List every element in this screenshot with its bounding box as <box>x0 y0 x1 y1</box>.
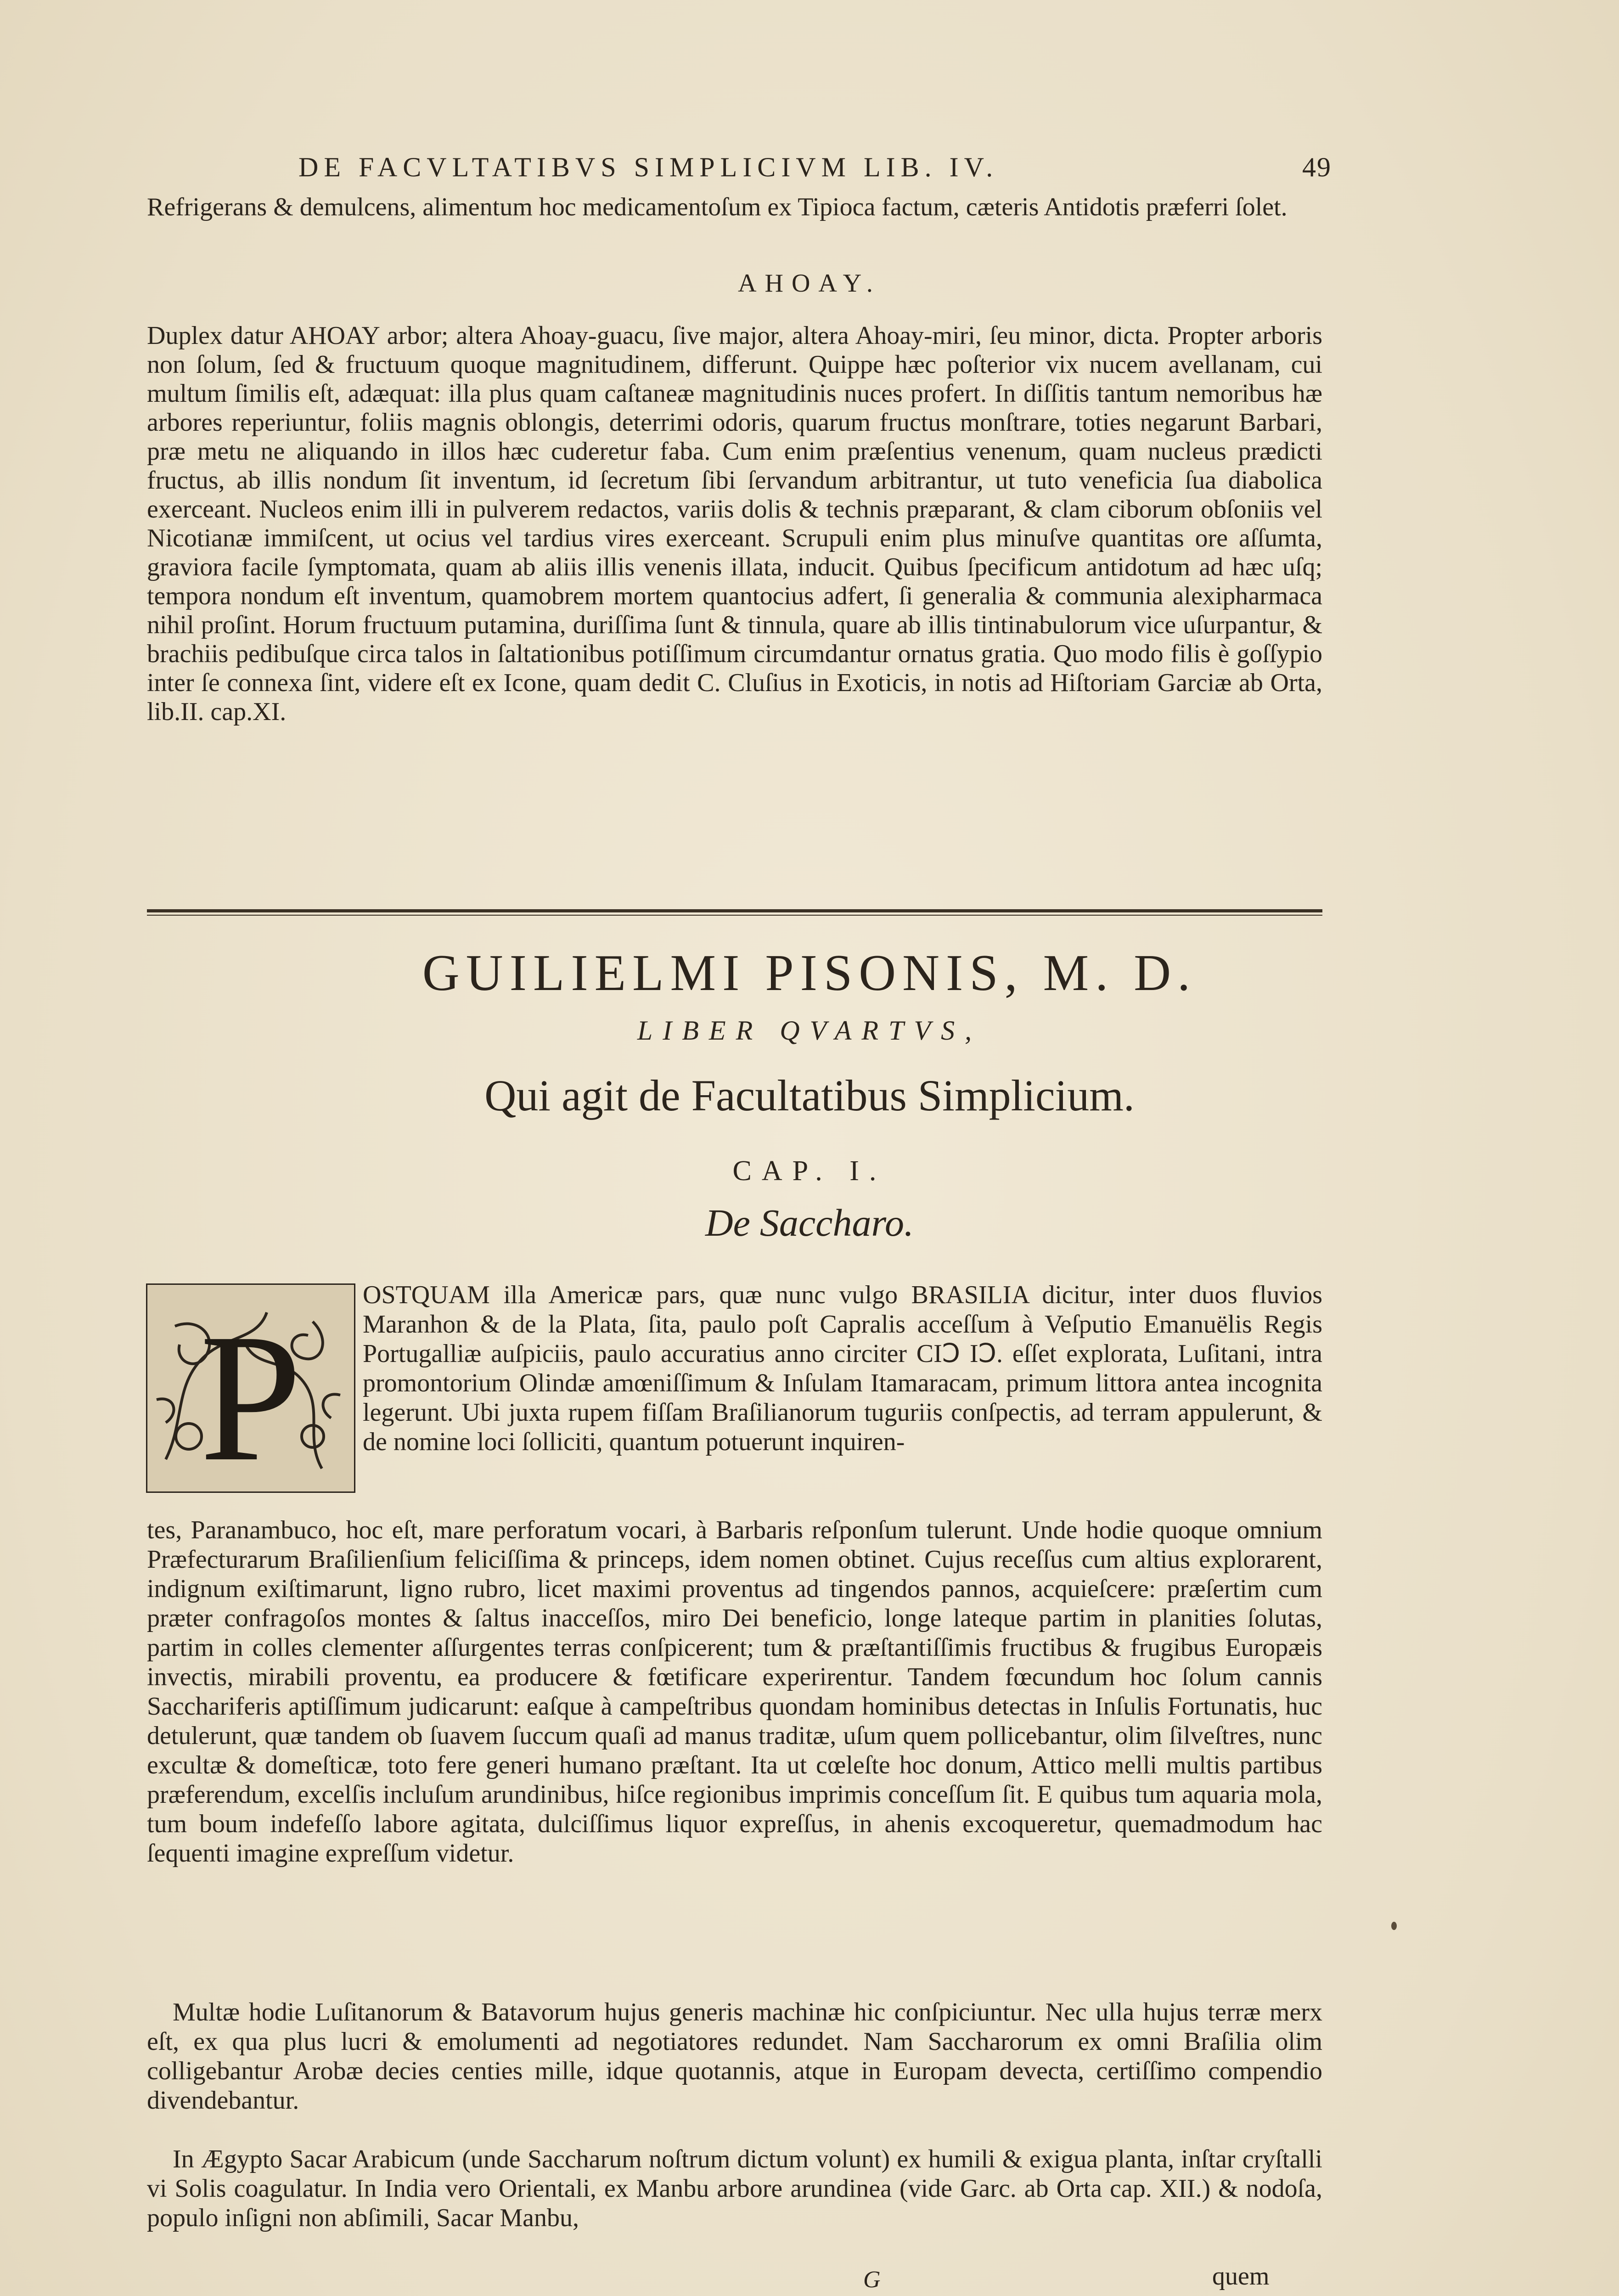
catchword: quem <box>1212 2262 1270 2290</box>
chapter-number: CAP. I. <box>732 1155 887 1187</box>
book-subject-title: Qui agit de Facultatibus Simplicium. <box>484 1071 1135 1120</box>
chapter-paragraph-2: Multæ hodie Luſitanorum & Batavorum hujus generis machinæ hic conſpiciuntur. Nec ulla hujus terræ merx eſt, ex qua plus lucri & emolumenti ad negotiatores redundet. Nam Saccharorum ex omni Braſilia olim colligebantur Arobæ decies centies mille, idque quotannis, atque in Europam devecta, certiſſimo compendio divendebantur. <box>147 1998 1322 2115</box>
top-paragraph: Refrigerans & demulcens, alimentum hoc medicamentoſum ex Tipioca factum, cæteris Antidotis præferri ſolet. <box>147 193 1287 221</box>
chapter-title: De Saccharo. <box>705 1202 914 1244</box>
running-header <box>298 152 1332 188</box>
paper-blemish <box>1391 1922 1397 1930</box>
signature-mark: G <box>863 2267 881 2293</box>
chapter-opening-paragraph: OSTQUAM illa Americæ pars, quæ nunc vulgo BRASILIA dicitur, inter duos fluvios Maranhon & de la Plata, ſita, paulo poſt Capralis acceſſum à Veſputio Emanuëlis Regis Portugalliæ auſpiciis, paulo accuratius anno circiter CIↃ IↃ. eſſet explorata, Luſitani, intra promontorium Olindæ amœniſſimum & Inſulam Itamaracam, primum littora antea incognita legerunt. Ubi juxta rupem fiſſam Braſilianorum tuguriis conſpectis, ad terram appulerunt, & de nomine loci ſolliciti, quantum potuerunt inquiren- <box>363 1281 1322 1456</box>
chapter-paragraph-3: In Ægypto Sacar Arabicum (unde Saccharum noſtrum dictum volunt) ex humili & exigua planta, inſtar cryſtalli vi Solis coagulatur. In India vero Orientali, ex Manbu arbore arundinea (vide Garc. ab Orta cap. XII.) & nodoſa, populo inſigni non abſimili, Sacar Manbu, <box>147 2145 1322 2232</box>
ahoay-heading: AHOAY. <box>738 269 881 298</box>
ornamental-initial-icon <box>147 1285 354 1491</box>
running-title: DE FACVLTATIBVS SIMPLICIVM LIB. IV. <box>298 152 999 182</box>
dropcap-letter: P <box>199 1296 302 1491</box>
decorated-initial-p <box>146 1283 355 1493</box>
section-divider <box>147 909 1322 912</box>
ahoay-paragraph: Duplex datur AHOAY arbor; altera Ahoay-guacu, ſive major, altera Ahoay-miri, ſeu minor, dicta. Propter arboris non ſolum, ſed & fructuum quoque magnitudinem, differunt. Quippe hæc poſterior vix nucem avellanam, cui multum ſimilis eſt, adæquat: illa plus quam caſtaneæ magnitudinis nuces profert. In diſſitis tantum nemoribus hæ arbores reperiuntur, foliis magnis oblongis, deterrimi odoris, quarum fructus monſtrare, toties negarunt Barbari, præ metu ne aliquando in illos hæc cuderetur faba. Cum enim præſentius venenum, quam nucleus prædicti fructus, ab illis nondum ſit inventum, id ſecretum ſibi ſervandum arbitrantur, ut tuto veneficia ſua diabolica exerceant. Nucleos enim illi in pulverem redactos, variis dolis & technis præparant, & clam ciborum obſoniis vel Nicotianæ immiſcent, ut ocius vel tardius vires exerceant. Scrupuli enim plus minuſve quantitas ore aſſumta, graviora facile ſymptomata, quam ab aliis illis venenis illata, inducit. Quibus ſpecificum antidotum ad hæc uſq; tempora nondum eſt inventum, quamobrem mortem quantocius adfert, ſi generalia & communia alexipharmaca nihil proſint. Horum fructuum putamina, duriſſima ſunt & tinnula, quare ab illis tintinabulorum vice uſurpantur, & brachiis pedibuſque circa talos in ſaltationibus potiſſimum circumdantur ornatus gratia. Quo modo filis è goſſypio inter ſe connexa ſint, videre eſt ex Icone, quam dedit C. Cluſius in Exoticis, in notis ad Hiſtoriam Garciæ ab Orta, lib.II. cap.XI. <box>147 321 1322 726</box>
liber-title: LIBER QVARTVS, <box>637 1015 982 1046</box>
page-number: 49 <box>1302 152 1332 182</box>
author-title: GUILIELMI PISONIS, M. D. <box>422 945 1197 1002</box>
chapter-paragraph-continued: tes, Paranambuco, hoc eſt, mare perforatum vocari, à Barbaris reſponſum tulerunt. Unde hodie quoque omnium Præfecturarum Braſilienſium feliciſſima & princeps, idem nomen obtinet. Cujus receſſus cum altius explorarent, indignum exiſtimarunt, ligno rubro, licet maximi proventus ad tingendos pannos, acquieſcere: præſertim cum præter confragoſos montes & ſaltus inacceſſos, miro Dei beneficio, longe lateque partim in planities ſolutas, partim in colles clementer aſſurgentes terras conſpicerent; tum & præſtantiſſimis fructibus & frugibus Europæis invectis, mirabili proventu, ea producere & fœtificare experirentur. Tandem fœcundum hoc ſolum cannis Sacchariferis aptiſſimum judicarunt: eaſque à campeſtribus quondam hominibus detectas in Inſulis Fortunatis, huc detulerunt, quæ tandem ob ſuavem ſuccum quaſi ad manus traditæ, uſum quem pollicebantur, olim ſilveſtres, nunc excultæ & domeſticæ, toto fere generi humano præſtant. Ita ut cœleſte hoc donum, Attico melli multis partibus præferendum, excelſis incluſum arundinibus, hiſce regionibus imprimis conceſſum ſit. E quibus tum aquaria mola, tum boum indefeſſo labore agitata, dulciſſimus liquor expreſſus, in ahenis excoqueretur, quemadmodum hac ſequenti imagine expreſſum videtur. <box>147 1516 1322 1868</box>
